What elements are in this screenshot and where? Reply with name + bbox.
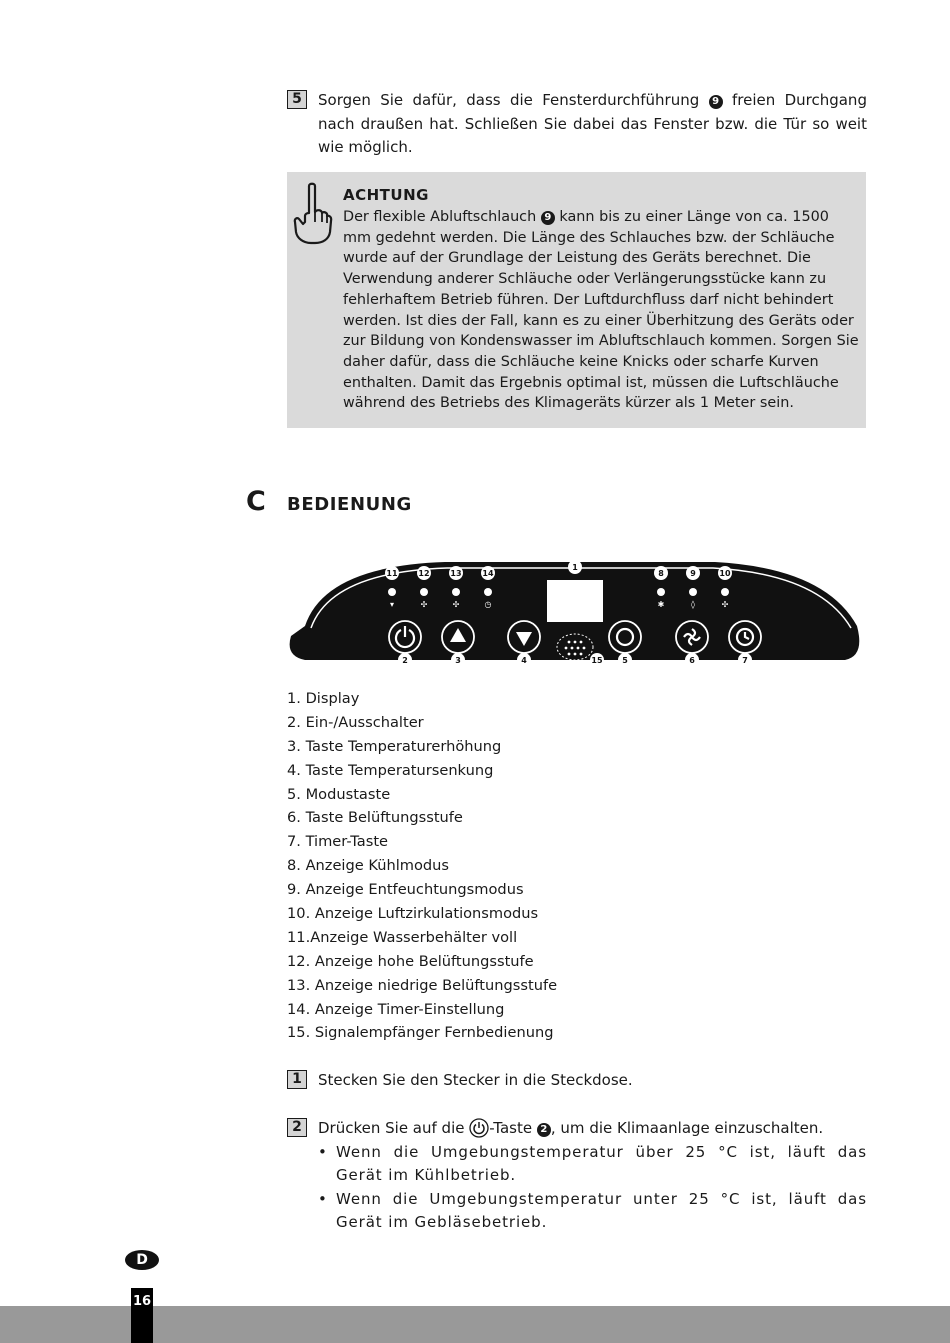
svg-text:4: 4 <box>521 656 527 665</box>
step-text: Sorgen Sie dafür, dass die Fensterdurchführung 9 freien Durchgang nach draußen hat. Schließen Sie dabei das Fenster bzw. die Tür so weit wie möglich. <box>318 91 867 156</box>
svg-text:7: 7 <box>742 656 748 665</box>
label-6 <box>685 653 699 667</box>
label-12 <box>417 566 431 580</box>
svg-text:✣: ✣ <box>420 600 428 609</box>
label-13 <box>449 566 463 580</box>
step-number: 2 <box>287 1118 307 1137</box>
svg-text:✱: ✱ <box>657 600 665 609</box>
step-number: 1 <box>287 1070 307 1089</box>
svg-text:15: 15 <box>591 656 603 665</box>
warning-text: Der flexible Abluftschlauch 9 kann bis zu einer Länge von ca. 1500 mm gedehnt werden. Die Länge des Schlauches bzw. der Schläuche wurde auf der Grundlage der Leistung des Geräts berechnet. Die Verwendung anderer Schläuche oder Verlängerungsstücke kann zu fehlerhaftem Betrieb führen. Der Luftdurchfluss darf nicht behindert werden. Ist dies der Fall, kann es zu einer Überhitzung des Geräts oder zur Bildung von Kondenswasser im Abluftschlauch kommen. Sorgen Sie daher dafür, dass die Schläuche keine Knicks oder scharfe Kurven enthalten. Damit das Ergebnis optimal ist, müssen die Luftschläuche während des Betriebs des Klimageräts kürzer als 1 Meter sein. <box>343 209 859 412</box>
svg-text:1: 1 <box>572 563 578 572</box>
legend-item: 10. Anzeige Luftzirkulationsmodus <box>287 905 539 923</box>
svg-text:12: 12 <box>418 569 430 578</box>
legend-item: 2. Ein-/Ausschalter <box>287 713 424 731</box>
pointing-hand-icon <box>291 182 333 246</box>
label-15 <box>590 653 604 667</box>
label-4 <box>517 653 531 667</box>
svg-text:3: 3 <box>455 656 461 665</box>
warning-title: ACHTUNG <box>343 186 429 204</box>
legend-item: 15. Signalempfänger Fernbedienung <box>287 1024 554 1042</box>
reference-number: 9 <box>541 211 555 225</box>
svg-text:13: 13 <box>450 569 462 578</box>
step-text: Drücken Sie auf die -Taste 2 , um die Klimaanlage einzuschalten. • Wenn die Umgebungstemperatur über 25 °C ist, läuft das Gerät im Kühlbetrieb. • Wenn die Umgebungstemperatur unter 25 °C ist, läuft das Gerät im Gebläsebetrieb. <box>318 1117 867 1235</box>
legend-item: 13. Anzeige niedrige Belüftungsstufe <box>287 976 558 994</box>
legend-item: 7. Timer-Taste <box>287 833 389 851</box>
svg-text:◷: ◷ <box>484 600 492 609</box>
svg-text:11: 11 <box>386 569 398 578</box>
step-2 <box>287 1117 867 1235</box>
legend-item: 11.Anzeige Wasserbehälter voll <box>287 928 518 946</box>
label-11 <box>385 566 399 580</box>
warning-box <box>287 172 866 428</box>
legend-item: 3. Taste Temperaturerhöhung <box>287 737 502 755</box>
step-5 <box>287 89 867 160</box>
svg-text:10: 10 <box>719 569 731 578</box>
label-7 <box>738 653 752 667</box>
legend-item: 1. Display <box>287 690 360 707</box>
label-10 <box>718 566 732 580</box>
bullet-list <box>318 1141 867 1235</box>
bullet-item: • Wenn die Umgebungstemperatur über 25 °C ist, läuft das Gerät im Kühlbetrieb. <box>318 1141 867 1188</box>
step-1 <box>287 1069 867 1093</box>
reference-number: 9 <box>709 95 723 109</box>
power-icon <box>469 1118 489 1138</box>
page-number: 16 <box>131 1288 153 1343</box>
svg-text:◊: ◊ <box>691 600 695 609</box>
step-text: Stecken Sie den Stecker in die Steckdose. <box>318 1071 633 1089</box>
label-5 <box>618 653 632 667</box>
svg-text:✣: ✣ <box>721 600 729 609</box>
legend-item: 12. Anzeige hohe Belüftungsstufe <box>287 952 534 970</box>
svg-text:▾: ▾ <box>389 600 395 609</box>
label-3 <box>451 653 465 667</box>
label-2 <box>398 653 412 667</box>
svg-text:5: 5 <box>622 656 628 665</box>
legend-item: 6. Taste Belüftungsstufe <box>287 809 463 827</box>
panel-legend <box>287 687 557 1045</box>
label-9 <box>686 566 700 580</box>
svg-text:14: 14 <box>482 569 494 578</box>
svg-text:8: 8 <box>658 569 664 578</box>
section-letter: C <box>246 486 266 517</box>
legend-item: 9. Anzeige Entfeuchtungsmodus <box>287 881 524 899</box>
bullet-item: • Wenn die Umgebungstemperatur unter 25 °C ist, läuft das Gerät im Gebläsebetrieb. <box>318 1188 867 1235</box>
legend-item: 8. Anzeige Kühlmodus <box>287 857 450 875</box>
label-14 <box>481 566 495 580</box>
svg-text:✣: ✣ <box>452 600 460 609</box>
label-8 <box>654 566 668 580</box>
label-1 <box>568 560 582 574</box>
legend-item: 14. Anzeige Timer-Einstellung <box>287 1000 505 1018</box>
control-panel-diagram <box>285 556 865 676</box>
legend-item: 5. Modustaste <box>287 785 391 803</box>
display-screen <box>547 580 603 622</box>
step-number: 5 <box>287 90 307 109</box>
svg-text:6: 6 <box>689 656 695 665</box>
section-title: BEDIENUNG <box>287 494 412 515</box>
language-badge: D <box>125 1250 159 1270</box>
svg-text:9: 9 <box>690 569 696 578</box>
legend-item: 4. Taste Temperatursenkung <box>287 761 494 779</box>
svg-text:2: 2 <box>402 656 408 665</box>
reference-number: 2 <box>537 1123 551 1137</box>
